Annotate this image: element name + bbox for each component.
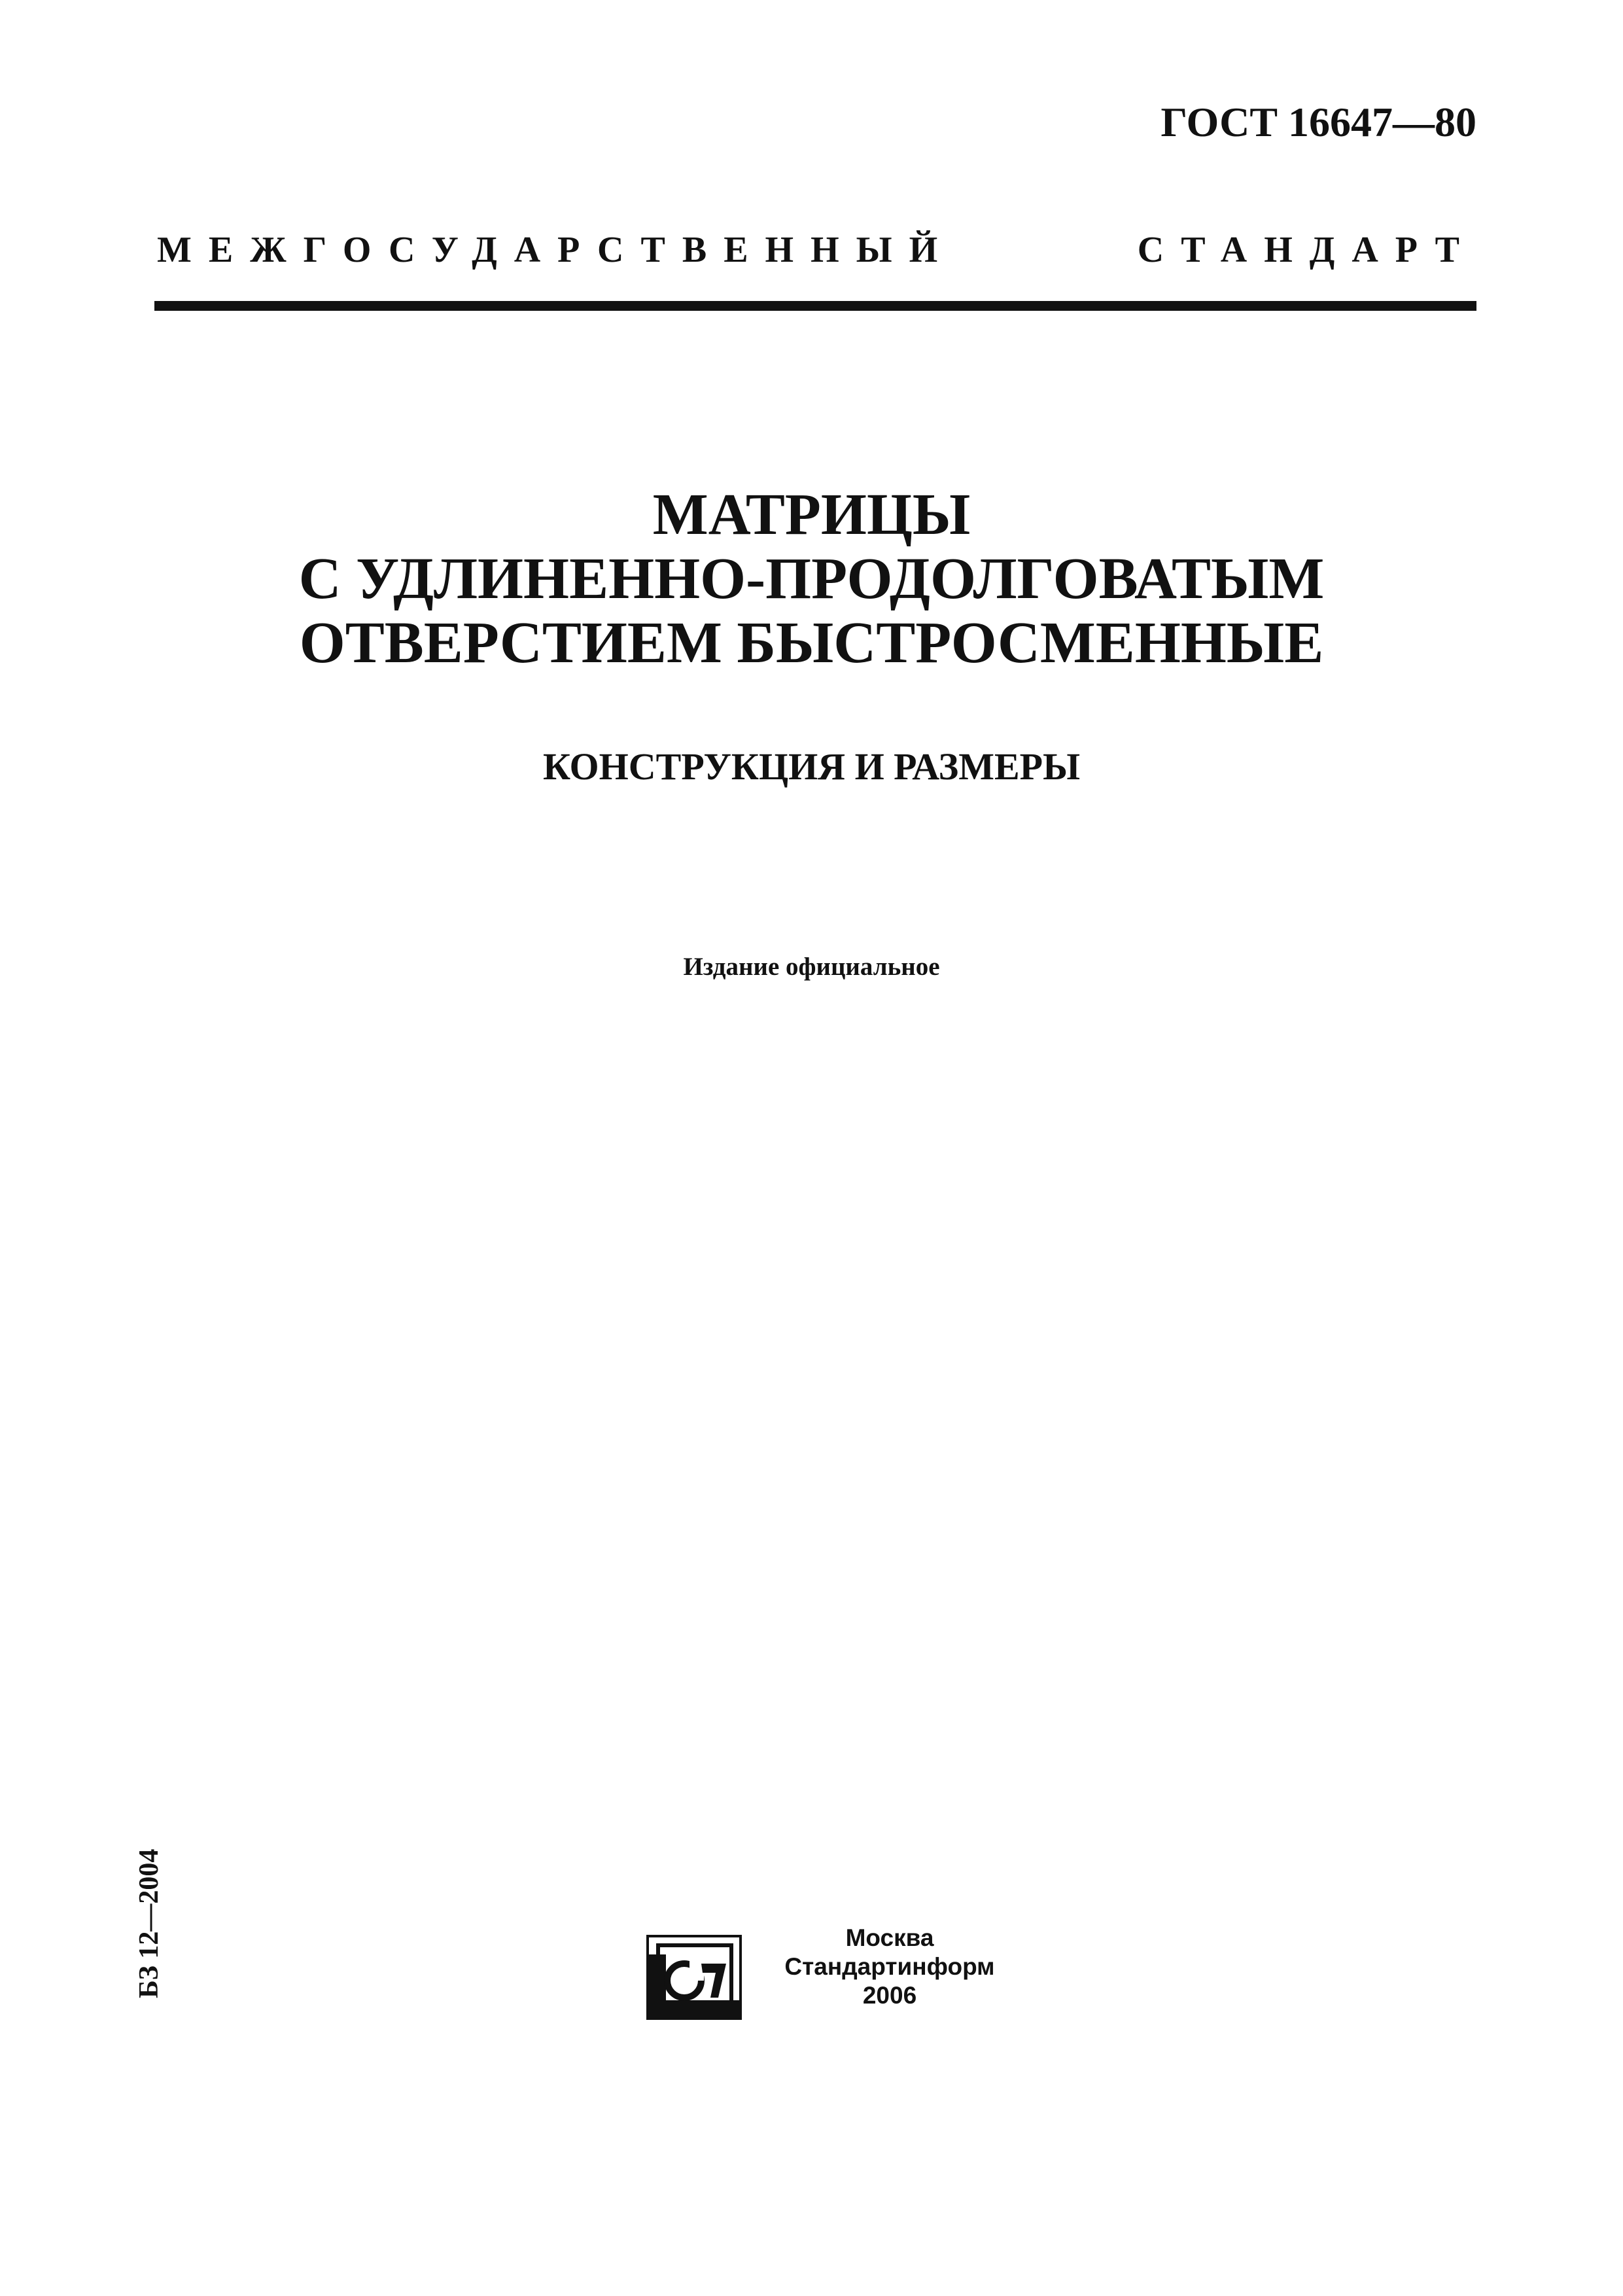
standard-kind-word: СТАНДАРТ — [1137, 230, 1476, 270]
header-rule — [154, 301, 1476, 311]
imprint-year: 2006 — [862, 1982, 917, 2009]
publisher-logo-icon — [646, 1935, 742, 2020]
title-line: МАТРИЦЫ — [652, 482, 971, 547]
document-subtitle: КОНСТРУКЦИЯ И РАЗМЕРЫ — [542, 745, 1081, 788]
document-title — [0, 483, 1623, 675]
edition-label: Издание официальное — [683, 953, 940, 981]
side-code: БЗ 12—2004 — [134, 1848, 164, 1998]
imprint — [765, 1924, 1014, 2010]
imprint-city: Москва — [845, 1924, 934, 1951]
standard-kind — [157, 229, 1476, 271]
title-line: ОТВЕРСТИЕМ БЫСТРОСМЕННЫЕ — [299, 610, 1324, 675]
title-line: С УДЛИНЕННО-ПРОДОЛГОВАТЫМ — [298, 546, 1325, 611]
imprint-publisher: Стандартинформ — [784, 1953, 995, 1980]
standard-number: ГОСТ 16647—80 — [1161, 99, 1476, 145]
standard-kind-word: МЕЖГОСУДАРСТВЕННЫЙ — [157, 230, 955, 270]
